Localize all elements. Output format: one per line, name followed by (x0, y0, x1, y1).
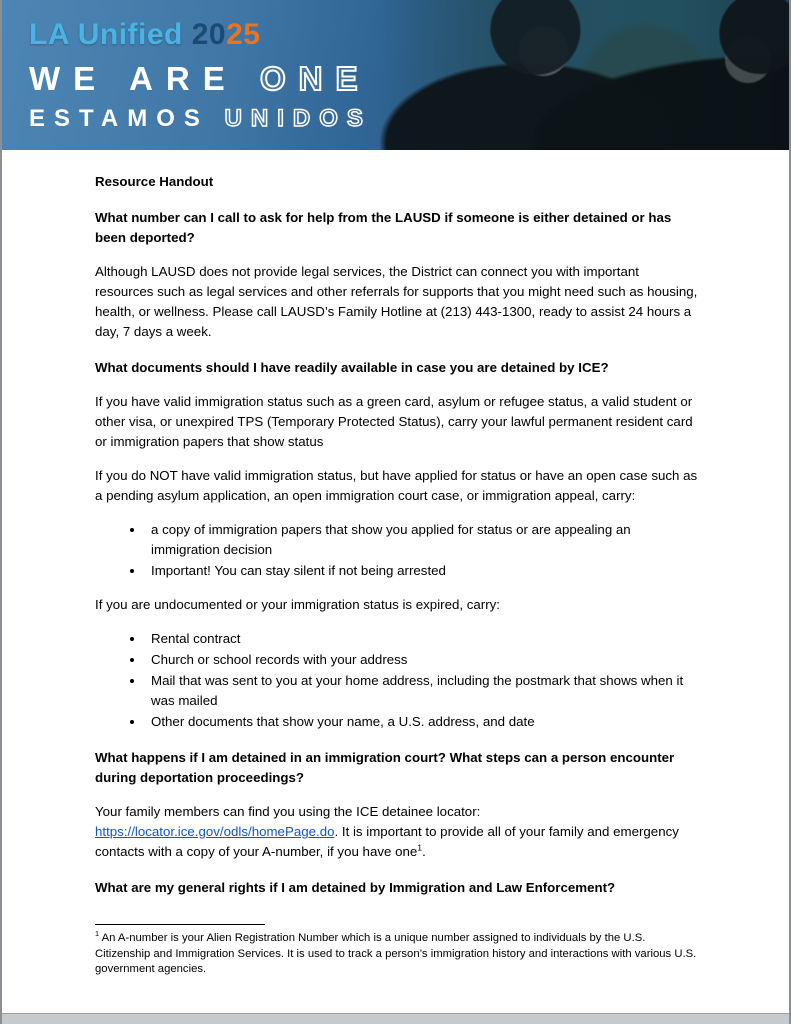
section-heading: What number can I call to ask for help from the LAUSD if someone is either detained or has been deported? (95, 210, 672, 245)
unidos-outline-text: UNIDOS (224, 105, 372, 132)
section-heading: What happens if I am detained in an immigration court? What steps can a person encounter during deportation proceedings? (95, 750, 675, 785)
ice-detainee-locator-link[interactable]: https://locator.ice.gov/odls/homePage.do (95, 824, 335, 839)
text-run: . It is important to provide all of your family and emergency contacts with a copy of your A-number, if you have one (95, 824, 679, 859)
section-heading: What are my general rights if I am detained by Immigration and Law Enforcement? (95, 880, 616, 895)
header-students-photo (380, 0, 789, 150)
bullet-item: • Important! You can stay silent if not being arrested (145, 561, 699, 581)
brand-la-unified: LA Unified (29, 18, 183, 51)
one-outline-text: ONE (259, 60, 371, 97)
document-content (2, 150, 789, 978)
document-blocks (95, 208, 699, 898)
text-run: Although LAUSD does not provide legal services, the District can connect you with important resources such as legal services and other referrals for supports that you might need such as housing, health, or wellness. Please call LAUSD’s Family Hotline at (213) 443-1300, ready to assist 24 hours a day, 7 days a week. (95, 264, 698, 339)
footnote-body: An A-number is your Alien Registration Number which is a unique number assigned to individuals by the U.S. Citizenship and Immigration Services. It is used to track a person’s immigration history and interactions with various U.S. government agencies. (95, 932, 697, 975)
footnote-marker: 1 (95, 929, 100, 939)
brand-year-25: 25 (226, 18, 261, 51)
bullet-list (95, 520, 699, 581)
paragraph (95, 262, 699, 342)
estamos-text: ESTAMOS (29, 105, 209, 132)
brand-year-20: 20 (191, 18, 227, 51)
footnote-text (95, 931, 699, 978)
bullet-item: • Other documents that show your name, a U.S. address, and date (145, 712, 699, 732)
bullet-list (95, 629, 699, 732)
footnote-section (95, 924, 699, 978)
paragraph (95, 392, 699, 452)
section-heading: What documents should I have readily available in case you are detained by ICE? (95, 360, 609, 375)
footnote-reference: 1 (417, 842, 423, 853)
footnote-divider (95, 924, 265, 925)
page-bottom-edge (2, 1013, 789, 1024)
we-are-one-line (29, 62, 372, 95)
header-banner (2, 0, 789, 150)
text-run: If you are undocumented or your immigration status is expired, carry: (95, 597, 500, 612)
we-are-text: WE ARE (29, 60, 238, 97)
bullet-item: • Mail that was sent to you at your home address, including the postmark that shows when it was mailed (145, 671, 699, 711)
document-title: Resource Handout (95, 174, 214, 189)
banner-text-block (29, 20, 372, 131)
paragraph (95, 595, 699, 615)
paragraph (95, 802, 699, 862)
bullet-item: • Church or school records with your address (145, 650, 699, 670)
brand-line (29, 20, 372, 50)
text-run: Your family members can find you using the ICE detainee locator: (95, 804, 481, 819)
bullet-item: • Rental contract (145, 629, 699, 649)
paragraph (95, 466, 699, 506)
text-run: If you do NOT have valid immigration status, but have applied for status or have an open case such as a pending asylum application, an open immigration court case, or immigration appeal, carry: (95, 468, 698, 503)
text-run: . (422, 844, 426, 859)
text-run: If you have valid immigration status such as a green card, asylum or refugee status, a valid student or other visa, or unexpired TPS (Temporary Protected Status), carry your lawful permanent resident card or immigration papers that show status (95, 394, 693, 449)
bullet-item: • a copy of immigration papers that show you applied for status or are appealing an immigration decision (145, 520, 699, 560)
estamos-unidos-line (29, 107, 372, 131)
